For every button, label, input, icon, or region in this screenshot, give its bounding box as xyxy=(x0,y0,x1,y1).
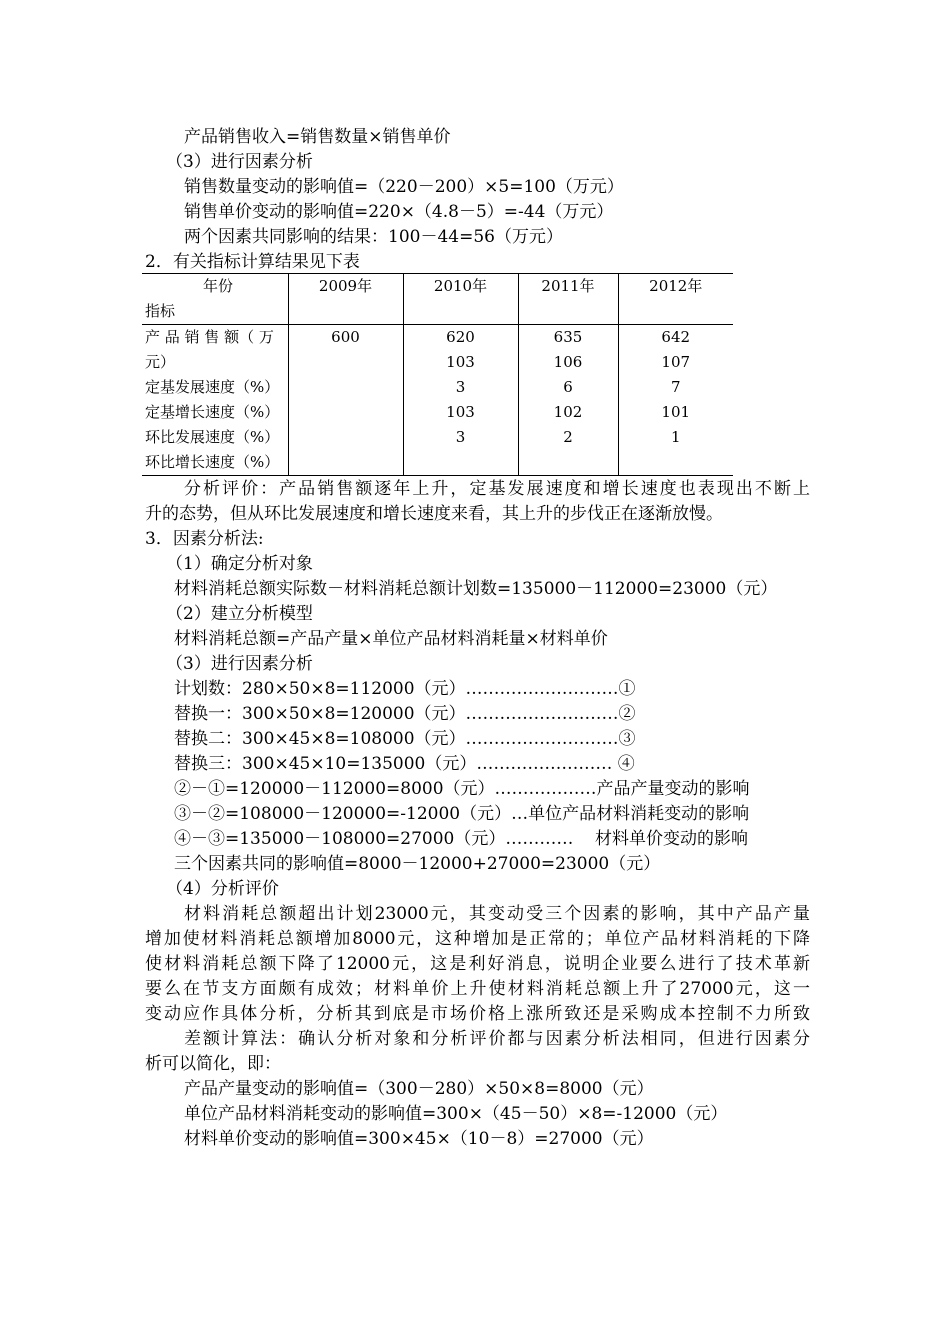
table-value: 103 xyxy=(446,403,475,421)
evaluation-line: 要么在节支方面颇有成效；材料单价上升使材料消耗总额上升了27000元，这一 xyxy=(145,979,810,999)
table-evaluation-line-2: 升的态势，但从环比发展速度和增长速度来看，其上升的步伐正在逐渐放慢。 xyxy=(145,504,723,524)
quantity-effect-line: 销售数量变动的影响值=（220－200）×5=100（万元） xyxy=(184,177,624,197)
corner-year-label: 年份 xyxy=(203,277,234,295)
difference-3-effect: 材料单价变动的影响 xyxy=(595,829,748,849)
quantity-change-calc: 产品产量变动的影响值=（300－280）×50×8=8000（元） xyxy=(184,1079,654,1099)
indicator-table xyxy=(142,273,733,476)
step-1-text: 材料消耗总额实际数－材料消耗总额计划数=135000－112000=23000（元） xyxy=(174,579,778,599)
step-4-title: （4）分析评价 xyxy=(166,879,279,899)
year-header-2011: 2011年 xyxy=(518,274,618,325)
section-3-heading: 3．因素分析法: xyxy=(145,529,264,549)
table-value xyxy=(622,450,731,475)
substitution-3: 替换三：300×45×10=135000（元）…………………… ④ xyxy=(174,754,635,774)
table-value: 2 xyxy=(563,428,573,446)
evaluation-line: 变动应作具体分析，分析其到底是市场价格上涨所致还是采购成本控制不力所致 xyxy=(145,1004,810,1024)
difference-method-line-2: 析可以简化，即： xyxy=(145,1054,281,1074)
row-labels-cell xyxy=(142,325,288,476)
row-label: 元） xyxy=(145,353,176,371)
price-effect-line: 销售单价变动的影响值=220×（4.8－5）=-44（万元） xyxy=(184,202,614,222)
difference-1: ②－①=120000－112000=8000（元）………………产品产量变动的影响 xyxy=(174,779,750,799)
table-value: 101 xyxy=(661,403,691,421)
sales-revenue-formula: 产品销售收入=销售数量×销售单价 xyxy=(184,127,451,147)
difference-2: ③－②=108000－120000=-12000（元）…单位产品材料消耗变动的影响 xyxy=(174,804,750,824)
table-corner-cell xyxy=(142,274,288,325)
unit-price-change-calc: 材料单价变动的影响值=300×45×（10－8）=27000（元） xyxy=(184,1129,654,1149)
table-value: 6 xyxy=(563,378,573,396)
table-evaluation-line-1: 分析评价：产品销售额逐年上升，定基发展速度和增长速度也表现出不断上 xyxy=(184,479,810,499)
evaluation-line: 使材料消耗总额下降了12000元，这是利好消息，说明企业要么进行了技术革新 xyxy=(145,954,810,974)
step-2-title: （2）建立分析模型 xyxy=(166,604,313,624)
table-value xyxy=(292,450,400,475)
table-value: 642 xyxy=(661,328,691,346)
table-value: 1 xyxy=(670,428,681,446)
year-header-2010: 2010年 xyxy=(403,274,518,325)
table-value xyxy=(292,425,400,450)
substitution-1: 替换一：300×50×8=120000（元）………………………② xyxy=(174,704,636,724)
difference-method-line-1: 差额计算法：确认分析对象和分析评价都与因素分析法相同，但进行因素分 xyxy=(184,1029,810,1049)
values-2012-cell xyxy=(618,325,733,476)
row-label: 环比增长速度（%） xyxy=(145,453,280,471)
section-2-heading: 2．有关指标计算结果见下表 xyxy=(145,252,360,272)
total-effect: 三个因素共同的影响值=8000－12000+27000=23000（元） xyxy=(174,854,661,874)
table-value: 103 xyxy=(446,353,475,371)
step-2-text: 材料消耗总额=产品产量×单位产品材料消耗量×材料单价 xyxy=(174,629,608,649)
table-value: 635 xyxy=(553,328,583,346)
table-value xyxy=(407,450,515,475)
table-value xyxy=(292,375,400,400)
evaluation-line: 增加使材料消耗总额增加8000元，这种增加是正常的；单位产品材料消耗的下降 xyxy=(145,929,810,949)
table-value: 3 xyxy=(455,428,466,446)
row-label: 环比发展速度（%） xyxy=(145,428,280,446)
row-label: 定基增长速度（%） xyxy=(145,403,280,421)
table-value xyxy=(292,400,400,425)
values-2011-cell xyxy=(518,325,618,476)
plan-calculation: 计划数：280×50×8=112000（元）………………………① xyxy=(174,679,636,699)
table-value: 107 xyxy=(661,353,691,371)
table-body-row xyxy=(142,325,733,476)
table-value: 600 xyxy=(331,328,360,346)
values-2010-cell xyxy=(403,325,518,476)
year-header-2009: 2009年 xyxy=(288,274,403,325)
table-value xyxy=(522,450,615,475)
values-2009-cell xyxy=(288,325,403,476)
combined-effect-line: 两个因素共同影响的结果：100－44=56（万元） xyxy=(184,227,563,247)
evaluation-line: 材料消耗总额超出计划23000元，其变动受三个因素的影响，其中产品产量 xyxy=(184,904,810,924)
substitution-2: 替换二：300×45×8=108000（元）………………………③ xyxy=(174,729,636,749)
factor-analysis-title: （3）进行因素分析 xyxy=(166,152,313,172)
consumption-change-calc: 单位产品材料消耗变动的影响值=300×（45－50）×8=-12000（元） xyxy=(184,1104,728,1124)
table-value: 620 xyxy=(446,328,475,346)
year-header-2012: 2012年 xyxy=(618,274,733,325)
row-label: 产 品 销 售 额（ 万 xyxy=(145,328,274,346)
table-value: 106 xyxy=(553,353,583,371)
table-header-row xyxy=(142,274,733,325)
table-value: 3 xyxy=(455,378,466,396)
step-3-title: （3）进行因素分析 xyxy=(166,654,313,674)
table-value: 7 xyxy=(670,378,681,396)
difference-3: ④－③=135000－108000=27000（元）………… xyxy=(174,829,574,849)
table-value: 102 xyxy=(553,403,583,421)
step-1-title: （1）确定分析对象 xyxy=(166,554,313,574)
corner-indicator-label: 指标 xyxy=(145,302,176,320)
row-label: 定基发展速度（%） xyxy=(145,378,280,396)
table-value xyxy=(292,350,400,375)
